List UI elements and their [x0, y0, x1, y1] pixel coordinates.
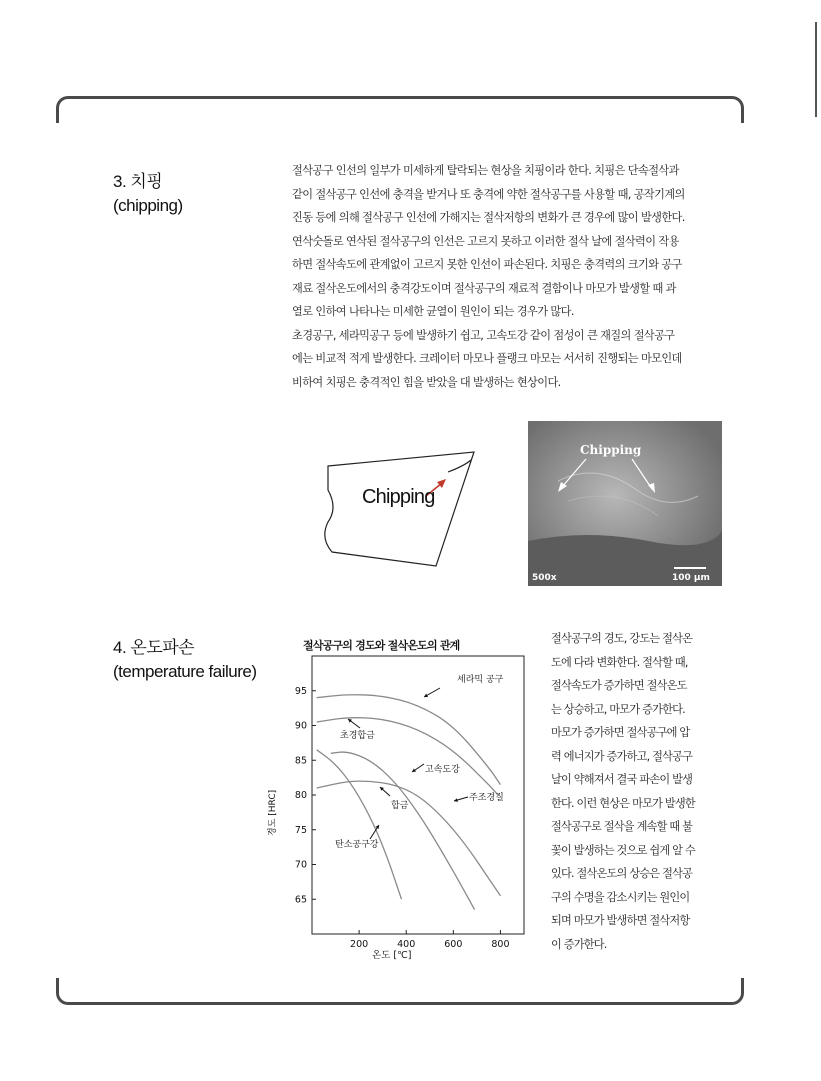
y-tick-label: 70: [294, 859, 307, 871]
section3-line: 재료 절삭온도에서의 충격강도이며 절삭공구의 재료적 결함이나 마모가 발생할 때 과: [292, 281, 676, 295]
section4-line: 한다. 이런 현상은 마모가 발생한: [551, 796, 695, 810]
section4-line: 날이 약해져서 결국 파손이 발생: [551, 773, 693, 786]
section3-body: [292, 159, 685, 394]
series-label: 초경합금: [340, 731, 375, 741]
series-line: [331, 752, 475, 910]
section4-line: 구의 수명을 감소시키는 원인이: [551, 890, 690, 904]
x-tick-label: 400: [397, 939, 416, 950]
hardness-temperature-chart: [262, 636, 532, 962]
section3-heading: [113, 170, 183, 218]
section3-line: 같이 절삭공구 인선에 충격을 받거나 또 충격에 약한 절삭공구를 사용할 때, 공작기계의: [292, 187, 685, 201]
section3-line: 비하여 치핑은 충격적인 힘을 받았을 대 발생하는 현상이다.: [292, 375, 561, 389]
y-axis-label: 경도 [HRC]: [268, 789, 278, 836]
section3-line: 절삭공구 인선의 일부가 미세하게 탈락되는 현상을 치핑이라 한다. 치핑은 단속절삭과: [292, 164, 679, 177]
frame-top-bracket: [56, 96, 744, 123]
section4-title: 4. 온도파손: [113, 638, 195, 657]
section3-line: 에는 비교적 적게 발생한다. 크레이터 마모나 플랭크 마모는 서서히 진행되는 마모인데: [292, 352, 682, 365]
section4-line: 절삭속도가 증가하면 절삭온도: [551, 679, 687, 692]
series-label: 고속도강: [425, 765, 460, 775]
section3-title: 3. 치핑: [113, 172, 163, 191]
section4-body: [551, 627, 695, 956]
y-tick-label: 65: [294, 894, 307, 906]
section3-line: 열로 인하여 나타나는 미세한 균열이 원인이 되는 경우가 많다.: [292, 305, 574, 318]
y-tick-label: 80: [294, 790, 307, 801]
sem-chipping-label: Chipping: [580, 443, 642, 457]
section3-line: 하면 절삭속도에 관계없이 고르지 못한 인선이 파손된다. 치핑은 충격력의 크기와 공구: [292, 258, 682, 271]
section4-line: 꽃이 발생하는 것으로 쉽게 알 수: [551, 843, 695, 857]
chipping-sem-photo: [528, 421, 722, 586]
section3-subtitle: (chipping): [113, 196, 183, 215]
section4-line: 있다. 절삭온도의 상승은 절삭공: [551, 867, 693, 880]
chart-title: 절삭공구의 경도와 절삭온도의 관계: [303, 639, 460, 652]
sem-photo-drawing: [528, 421, 722, 586]
section4-line: 력 에너지가 증가하고, 절삭공구: [551, 749, 693, 763]
page-edge-line: [815, 22, 817, 117]
section4-line: 절삭공구의 경도, 강도는 절삭온: [551, 632, 693, 645]
frame-bottom-bracket: [56, 978, 744, 1005]
sem-scale-label: 100 μm: [672, 573, 710, 583]
sem-magnification: 500x: [532, 573, 557, 583]
series-label: 탄소공구강: [335, 840, 379, 850]
series-label: 주조경질: [469, 793, 504, 803]
chipping-tool-sketch: [318, 448, 488, 573]
sketch-chipping-label: Chipping: [362, 486, 435, 508]
y-tick-label: 85: [294, 755, 307, 767]
section3-line: 연삭숫돌로 연삭된 절삭공구의 인선은 고르지 못하고 이러한 절삭 날에 절삭력이 작용: [292, 234, 679, 248]
section4-line: 도에 다라 변화한다. 절삭할 때,: [551, 655, 688, 669]
section4-line: 는 상승하고, 마모가 증가한다.: [551, 702, 685, 716]
x-tick-label: 200: [350, 939, 369, 950]
section4-line: 이 증가한다.: [551, 937, 607, 951]
x-tick-label: 800: [491, 939, 510, 950]
series-line: [317, 750, 402, 899]
section4-subtitle: (temperature failure): [113, 662, 257, 681]
section4-line: 절삭공구로 절삭을 계속할 때 불: [551, 820, 693, 833]
section3-line: 진동 등에 의해 절삭공구 인선에 가해지는 절삭저항의 변화가 큰 경우에 많이 발생한다.: [292, 211, 685, 224]
y-tick-label: 90: [294, 720, 307, 732]
section4-line: 마모가 증가하면 절삭공구에 압: [551, 726, 690, 739]
x-axis-label: 온도 [℃]: [372, 950, 412, 961]
y-tick-label: 75: [294, 824, 307, 836]
y-tick-label: 95: [294, 685, 307, 697]
series-label: 합금: [391, 801, 409, 811]
section4-heading: [113, 636, 257, 684]
section3-line: 초경공구, 세라믹공구 등에 발생하기 쉽고, 고속도강 같이 점성이 큰 재질의 절삭공구: [292, 328, 675, 342]
series-label: 세라믹 공구: [457, 675, 504, 685]
section4-line: 되며 마모가 발생하면 절삭저항: [551, 914, 690, 927]
x-tick-label: 600: [444, 939, 463, 950]
series-line: [317, 718, 498, 795]
